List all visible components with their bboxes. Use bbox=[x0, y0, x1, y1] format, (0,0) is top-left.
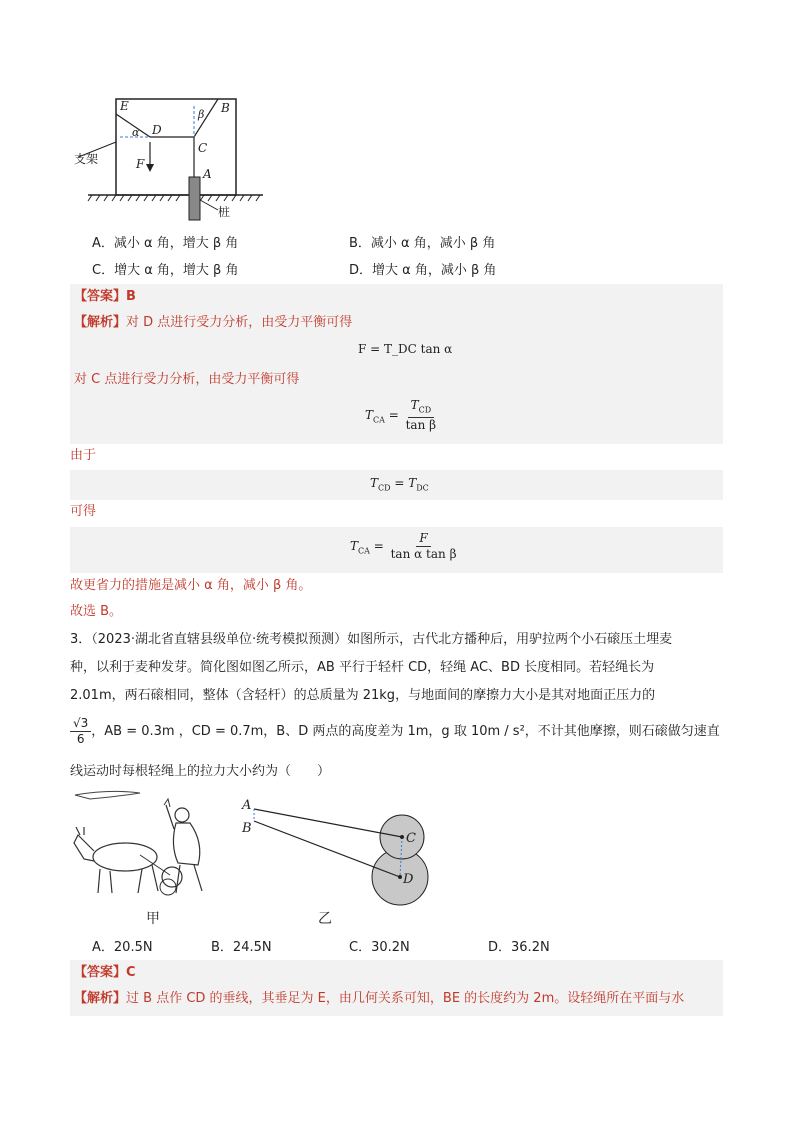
caption-yi: 乙 bbox=[318, 911, 332, 927]
pile-label: 桩 bbox=[218, 205, 231, 219]
caption-jia: 甲 bbox=[146, 911, 160, 927]
analysis-q3: 【解析】过 B 点作 CD 的垂线，其垂足为 E，由几何关系可知，BE 的长度约为 2m。设轻绳所在平面与水 bbox=[74, 991, 685, 1006]
option-b: B．减小 α 角，减小 β 角 bbox=[349, 236, 496, 251]
label-D: D bbox=[152, 123, 162, 137]
label-C-fig: C bbox=[406, 831, 416, 846]
label-E: E bbox=[120, 99, 129, 113]
q3-option-c: C．30.2N bbox=[349, 940, 410, 955]
answer-q2: 【答案】B bbox=[74, 289, 136, 304]
donkey-illustration bbox=[70, 785, 230, 910]
analysis-line3: 由于 bbox=[70, 448, 97, 463]
support-frame-diagram bbox=[78, 92, 278, 224]
analysis-line4: 可得 bbox=[70, 504, 97, 519]
formula1: F = T_DC tan α bbox=[358, 342, 453, 356]
answer-band-q2 bbox=[70, 284, 723, 314]
label-beta: β bbox=[198, 108, 205, 121]
label-A: A bbox=[203, 167, 212, 181]
q3-line5: 线运动时每根轻绳上的拉力大小约为（ ） bbox=[70, 764, 331, 779]
analysis-line1: 【解析】对 D 点进行受力分析，由受力平衡可得 bbox=[74, 315, 353, 330]
q3-option-d: D．36.2N bbox=[488, 940, 550, 955]
analysis-line5: 故更省力的措施是减小 α 角，减小 β 角。 bbox=[70, 578, 312, 593]
formula3: $T_{CD} = T_{DC}$ bbox=[370, 476, 429, 493]
label-alpha: α bbox=[132, 126, 140, 139]
label-F: F bbox=[136, 157, 145, 171]
q3-line2: 种，以利于麦种发芽。简化图如图乙所示，AB 平行于轻杆 CD，轻绳 AC、BD 长度相同。若轻绳长为 bbox=[70, 660, 655, 675]
formula4: $T_{CA}$ = $\frac{F}{\text{tan α tan β}}$ bbox=[350, 531, 457, 561]
label-A-fig: A bbox=[242, 798, 252, 813]
analysis-line2: 对 C 点进行受力分析，由受力平衡可得 bbox=[74, 372, 300, 387]
q3-option-b: B．24.5N bbox=[211, 940, 272, 955]
support-label: 支架 bbox=[74, 152, 99, 166]
option-c: C．增大 α 角，增大 β 角 bbox=[92, 263, 239, 278]
q3-line4: $\frac{√3}{6}$ ，AB = 0.3m ，CD = 0.7m，B、D 两点的高度差为 1m，g 取 10m / s²，不计其他摩擦，则石磙做匀速直 bbox=[70, 716, 730, 747]
q3-line1: 3．（2023·湖北省直辖县级单位·统考模拟预测）如图所示，古代北方播种后，用驴拉两个小石磙压土埋麦 bbox=[70, 632, 673, 647]
answer-q3: 【答案】C bbox=[74, 965, 136, 980]
option-a: A．减小 α 角，增大 β 角 bbox=[92, 236, 239, 251]
label-C: C bbox=[198, 141, 208, 155]
label-B: B bbox=[221, 101, 230, 115]
option-d: D．增大 α 角，减小 β 角 bbox=[349, 263, 497, 278]
formula2: $T_{CA}$ = $\frac{T_{CD}}{\text{tan β}}$ bbox=[365, 398, 437, 433]
label-B-fig: B bbox=[242, 821, 252, 836]
q3-line3: 2.01m，两石磙相同，整体（含轻杆）的总质量为 21kg，与地面间的摩擦力大小是其对地面正压力的 bbox=[70, 688, 656, 703]
label-D-fig: D bbox=[403, 872, 414, 887]
analysis-line6: 故选 B。 bbox=[70, 604, 123, 619]
simplified-diagram bbox=[238, 795, 438, 915]
q3-option-a: A．20.5N bbox=[92, 940, 153, 955]
